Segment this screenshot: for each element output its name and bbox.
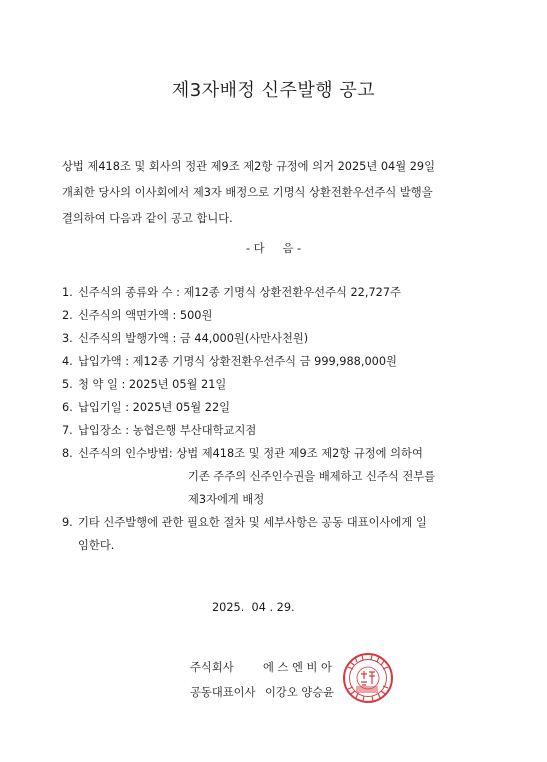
list-item: [62, 514, 427, 530]
item-text: 기타 신주발행에 관한 필요한 절차 및 세부사항은 공동 대표이사에게 일: [78, 516, 427, 529]
list-item: [62, 330, 308, 346]
item-text: 신주식의 액면가액 : 500원: [78, 309, 213, 322]
notice-date: 2025. 04 . 29.: [212, 601, 295, 614]
company-label: 주식회사: [190, 661, 234, 674]
item-number: 8.: [62, 447, 73, 460]
company-name: 에 스 엔 비 아: [263, 661, 332, 674]
item-number: 3.: [62, 332, 73, 345]
list-item: [62, 376, 226, 392]
intro-paragraph: [62, 154, 492, 232]
item-text: 청 약 일 : 2025년 05월 21일: [78, 378, 227, 391]
item-number: 2.: [62, 309, 73, 322]
item-continuation: 임한다.: [78, 539, 115, 552]
item-text: 신주식의 인수방법: 상법 제418조 및 정관 제9조 제2항 규정에 의하여: [78, 447, 423, 460]
item-number: 9.: [62, 516, 73, 529]
section-separator: - 다 음 -: [245, 242, 302, 255]
item-number: 1.: [62, 286, 73, 299]
item-text: 신주식의 종류와 수 : 제12종 기명식 상환전환우선주식 22,727주: [78, 286, 401, 299]
intro-line: 상법 제418조 및 회사의 정관 제9조 제2항 규정에 의거 2025년 04월 29일: [62, 160, 436, 173]
intro-line: 결의하여 다음과 같이 공고 합니다.: [62, 212, 233, 225]
ceo-label: 공동대표이사: [190, 686, 256, 699]
list-item: [62, 445, 423, 461]
item-number: 4.: [62, 355, 73, 368]
list-item: [62, 284, 401, 300]
list-item: [62, 307, 212, 323]
intro-line: 개최한 당사의 이사회에서 제3자 배정으로 기명식 상환전환우선주식 발행을: [62, 186, 433, 199]
item-number: 6.: [62, 401, 73, 414]
item-text: 납입장소 : 농협은행 부산대학교지점: [78, 424, 257, 437]
list-item: [62, 422, 256, 438]
item-text: 납입가액 : 제12종 기명식 상환전환우선주식 금 999,988,000원: [78, 355, 397, 368]
document-title: 제3자배정 신주발행 공고: [171, 80, 376, 101]
ceo-names: 이강오 양승윤: [265, 686, 335, 699]
item-text: 납입기일 : 2025년 05월 22일: [78, 401, 231, 414]
item-number: 5.: [62, 378, 73, 391]
corporate-seal-icon: [342, 652, 394, 704]
list-item: [62, 353, 397, 369]
item-number: 7.: [62, 424, 73, 437]
item-continuation: 기존 주주의 신주인수권을 배제하고 신주식 전부를: [188, 470, 436, 483]
item-continuation: 제3자에게 배정: [188, 493, 265, 506]
list-item: [62, 399, 230, 415]
item-text: 신주식의 발행가액 : 금 44,000원(사만사천원): [78, 332, 309, 345]
